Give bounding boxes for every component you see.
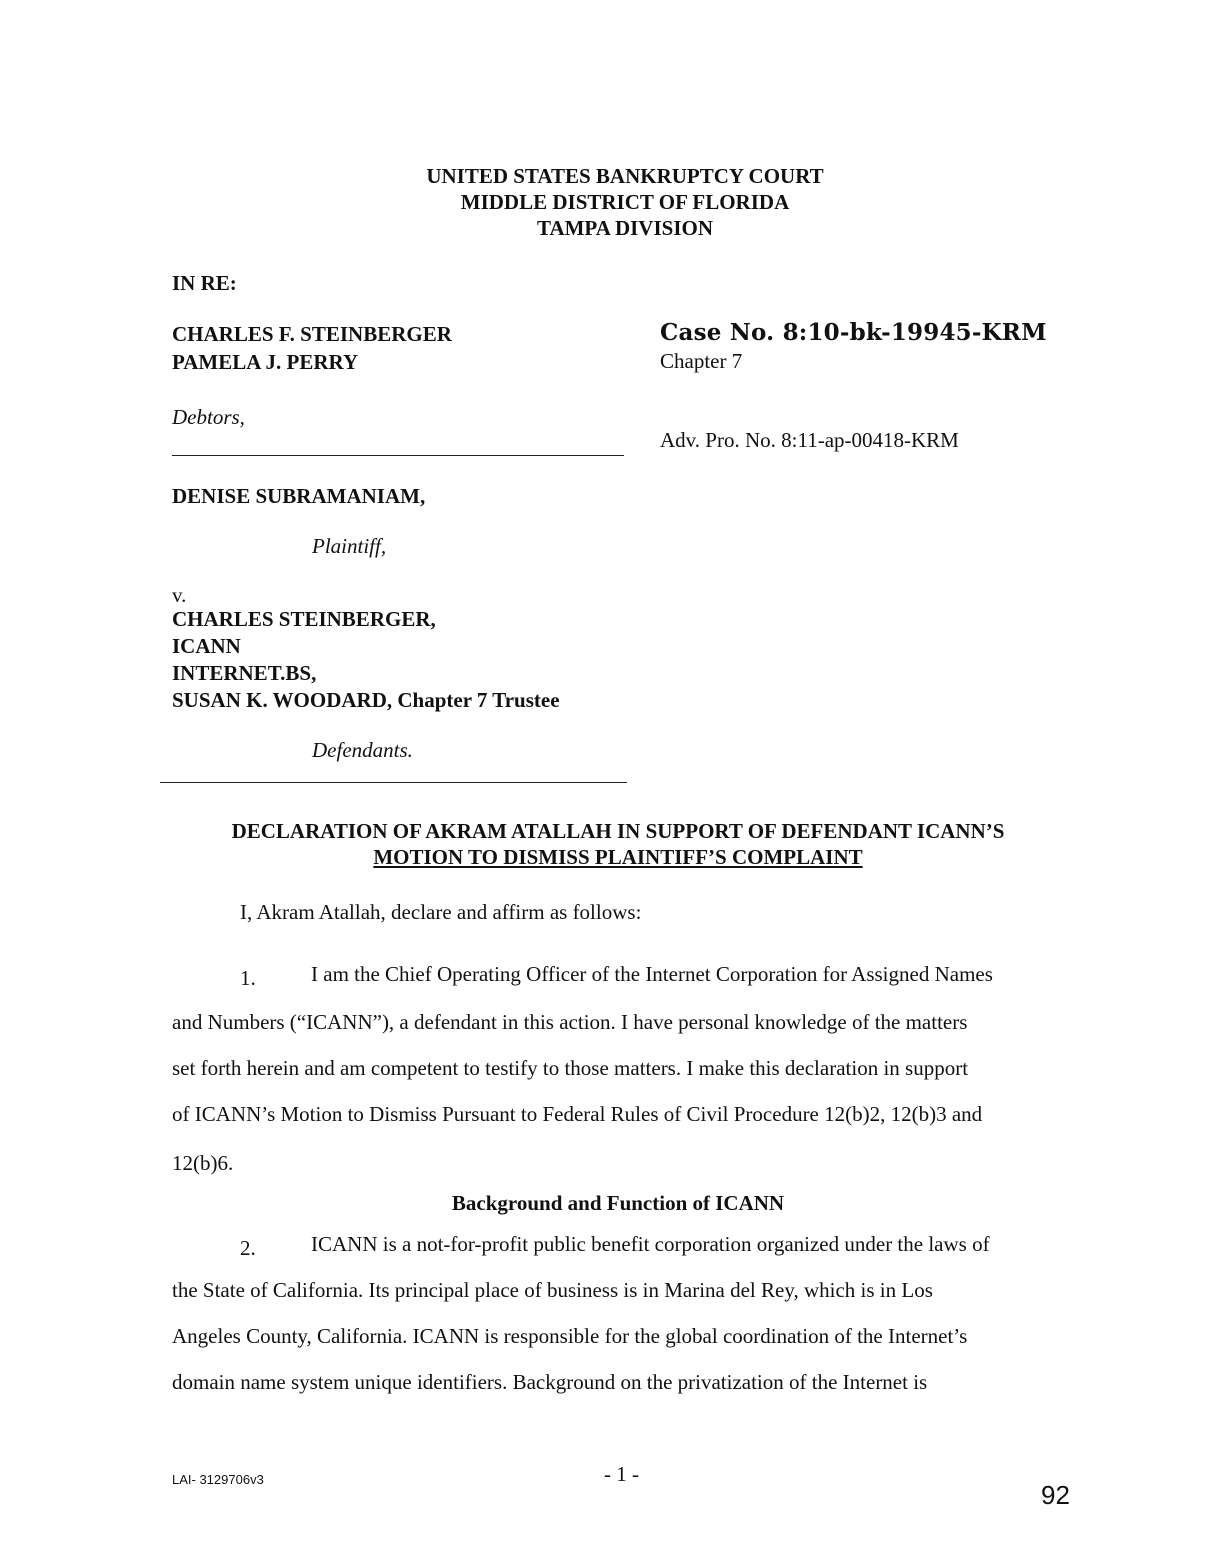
caption-rule-top: [172, 455, 624, 456]
defendant-name-4: SUSAN K. WOODARD, Chapter 7 Trustee: [172, 688, 560, 712]
plaintiff-label: Plaintiff,: [312, 534, 387, 558]
page-number: - 1 -: [604, 1462, 639, 1486]
bates-stamp: 92: [1041, 1480, 1070, 1510]
document-title-line-1: DECLARATION OF AKRAM ATALLAH IN SUPPORT OF DEFENDANT ICANN’S: [231, 819, 1005, 843]
court-division: TAMPA DIVISION: [537, 216, 713, 240]
debtor-name-2: PAMELA J. PERRY: [172, 350, 359, 374]
paragraph-2-line: domain name system unique identifiers. Background on the privatization of the Internet is: [172, 1370, 928, 1394]
paragraph-2-line: Angeles County, California. ICANN is responsible for the global coordination of the Internet’s: [172, 1324, 968, 1348]
document-title-line-2: MOTION TO DISMISS PLAINTIFF’S COMPLAINT: [373, 845, 863, 869]
court-name: UNITED STATES BANKRUPTCY COURT: [426, 164, 824, 188]
paragraph-2-number: 2.: [240, 1236, 256, 1260]
paragraph-1-line: 12(b)6.: [172, 1151, 234, 1175]
caption-rule-bottom: [160, 782, 627, 783]
paragraph-1-line: of ICANN’s Motion to Dismiss Pursuant to Federal Rules of Civil Procedure 12(b)2, 12(b)3 and: [172, 1102, 983, 1126]
defendant-name-3: INTERNET.BS,: [172, 661, 317, 685]
plaintiff-name: DENISE SUBRAMANIAM,: [172, 484, 426, 508]
paragraph-1-number: 1.: [240, 966, 256, 990]
court-district: MIDDLE DISTRICT OF FLORIDA: [460, 190, 790, 214]
chapter-label: Chapter 7: [660, 349, 743, 373]
paragraph-1-line: set forth herein and am competent to testify to those matters. I make this declaration in support: [172, 1056, 969, 1080]
declaration-intro: I, Akram Atallah, declare and affirm as follows:: [240, 900, 642, 924]
paragraph-2-line: ICANN is a not-for-profit public benefit corporation organized under the laws of: [311, 1232, 990, 1256]
defendant-name-2: ICANN: [172, 634, 241, 658]
in-re-label: IN RE:: [172, 271, 237, 295]
debtors-label: Debtors,: [172, 405, 245, 429]
paragraph-2-line: the State of California. Its principal place of business is in Marina del Rey, which is in Los: [172, 1278, 933, 1302]
case-number: Case No. 8:10-bk-19945-KRM: [660, 319, 1047, 346]
defendant-name-1: CHARLES STEINBERGER,: [172, 607, 436, 631]
section-heading: Background and Function of ICANN: [451, 1191, 785, 1215]
defendants-label: Defendants.: [312, 738, 413, 762]
paragraph-1-line: I am the Chief Operating Officer of the Internet Corporation for Assigned Names: [311, 962, 993, 986]
debtor-name-1: CHARLES F. STEINBERGER: [172, 322, 452, 346]
document-id: LAI- 3129706v3: [172, 1472, 264, 1487]
paragraph-1-line: and Numbers (“ICANN”), a defendant in this action. I have personal knowledge of the matters: [172, 1010, 968, 1034]
versus-label: v.: [172, 583, 187, 607]
adversary-proceeding-number: Adv. Pro. No. 8:11-ap-00418-KRM: [660, 428, 959, 452]
